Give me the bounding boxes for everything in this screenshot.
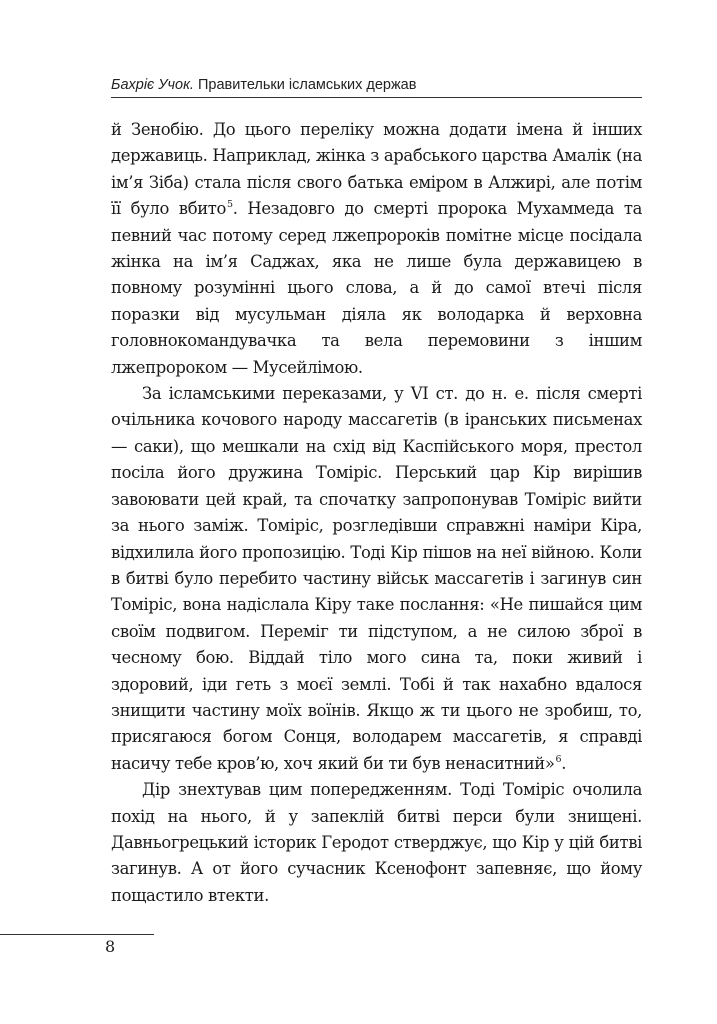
footnote-marker-5: 5 [227,199,233,211]
paragraph-3 [111,777,642,909]
header-author: Бахріє Учок. [111,77,194,93]
footer-rule [0,934,154,935]
paragraph-1 [111,117,642,381]
paragraph-text: . [561,753,567,773]
page-number: 8 [105,937,116,956]
paragraph-text: й Зенобію. До цього переліку можна додати імена й інших державиць. Наприклад, жінка з арабського царства Амалік (на ім’я Зіба) стала після свого батька еміром в Алжирі, але потім її було вбито [111,120,642,219]
footnote-marker-6: 6 [555,753,562,765]
paragraph-text: Дір знехтував цим попередженням. Тоді Томіріс очолила похід на нього, й у запеклій битві перси були знищені. Давньогрецький історик Геродот стверджує, що Кір у цій битві загинув. А от його сучасник Ксенофонт запевняє, що йому пощастило втекти. [111,780,642,905]
body-text [111,117,642,909]
paragraph-text: За ісламськими переказами, у VI ст. до н. е. після смерті очільника кочового народу массагетів (в іранських письменах — саки), що мешкали на схід від Каспійського моря, престол посіла його дружина Томіріс. Перський цар Кір вирішив завоювати цей край, та спочатку запропонував Томіріс вийти за нього заміж. Томіріс, розгледівши справжні наміри Кіра, відхилила його пропозицію. Тоді Кір пішов на неї війною. Коли в битві було перебито частину військ массагетів і загинув син Томіріс, вона надіслала Кіру таке послання: «Не пишайся цим своїм подвигом. Переміг ти підступом, а не силою зброї в чесному бою. Віддай тіло мого сина та, поки живий і здоровий, іди геть з моєї землі. Тобі й так нахабно вдалося знищити частину моїх воїнів. Якщо ж ти цього не зробиш, то, присягаюся богом Сонця, володарем массагетів, я справді насичу тебе кров’ю, хоч який би ти був ненаситний» [111,384,642,773]
running-header [111,74,641,96]
header-rule [111,97,642,98]
paragraph-text: . Незадовго до смерті пророка Мухаммеда та певний час потому серед лжепророків помітне місце посідала жінка на ім’я Саджах, яка не лише була державицею в повному розумінні цього слова, а й до самої втечі після поразки від мусульман діяла як володарка й верховна головнокомандувачка та вела перемовини з іншим лжепророком — Мусейлімою. [111,199,642,377]
paragraph-2 [111,381,642,777]
header-book-title: Правительки ісламських держав [193,77,417,93]
